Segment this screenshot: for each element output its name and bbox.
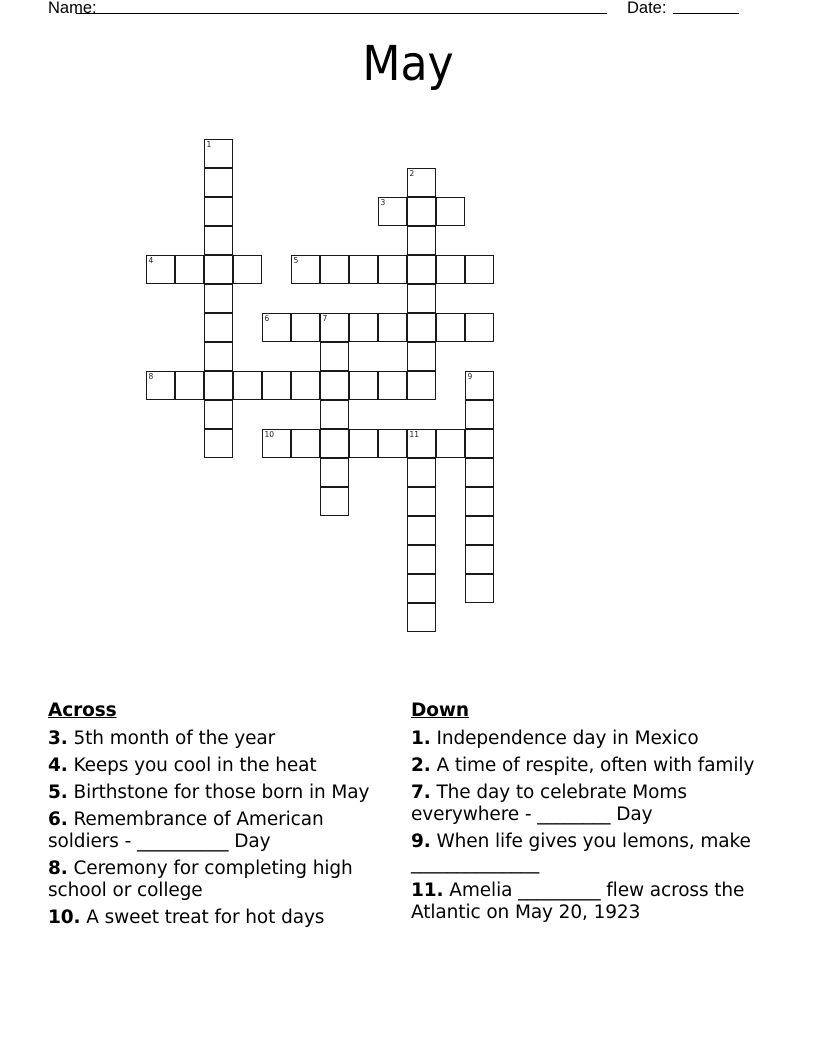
grid-cell[interactable] [320,313,349,342]
grid-cell[interactable] [349,429,378,458]
grid-cell[interactable] [465,313,494,342]
clue-across-10 [48,907,378,929]
grid-cell[interactable] [407,342,436,371]
clue-across-8 [48,858,378,902]
grid-cell[interactable] [407,255,436,284]
grid-cell[interactable] [320,400,349,429]
grid-cell[interactable] [204,313,233,342]
grid-cell[interactable] [204,429,233,458]
grid-cell[interactable] [204,168,233,197]
grid-cell[interactable] [465,487,494,516]
grid-cell[interactable] [378,255,407,284]
grid-cell[interactable] [407,516,436,545]
clue-down-1 [411,728,771,750]
down-clues [411,700,771,929]
clue-number: 3. [48,728,68,749]
clue-number: 4. [48,755,68,776]
clue-number: 8. [48,858,68,879]
cell-number: 4 [148,256,154,265]
grid-cell[interactable] [407,284,436,313]
cell-number: 2 [409,169,415,178]
grid-cell[interactable] [175,255,204,284]
clue-number: 5. [48,782,68,803]
grid-cell[interactable] [291,255,320,284]
grid-cell[interactable] [291,371,320,400]
grid-cell[interactable] [320,255,349,284]
clue-text: Keeps you cool in the heat [73,755,317,776]
clue-down-7 [411,782,771,826]
grid-cell[interactable] [407,458,436,487]
grid-cell[interactable] [378,313,407,342]
grid-cell[interactable] [349,313,378,342]
grid-cell[interactable] [204,284,233,313]
grid-cell[interactable] [378,371,407,400]
across-heading: Across [48,700,117,721]
clue-number: 1. [411,728,431,749]
grid-cell[interactable] [320,458,349,487]
clue-number: 2. [411,755,431,776]
grid-cell[interactable] [204,342,233,371]
down-heading: Down [411,700,469,721]
clue-number: 11. [411,880,444,901]
grid-cell[interactable] [320,487,349,516]
clue-number: 6. [48,809,68,830]
clue-text: Independence day in Mexico [436,728,699,749]
clue-number: 9. [411,831,431,852]
grid-cell[interactable] [175,371,204,400]
grid-cell[interactable] [407,371,436,400]
grid-cell[interactable] [436,313,465,342]
grid-cell[interactable] [204,255,233,284]
grid-cell[interactable] [320,342,349,371]
clue-down-2 [411,755,771,777]
clue-text: Birthstone for those born in May [73,782,370,803]
grid-cell[interactable] [320,429,349,458]
grid-cell[interactable] [146,371,175,400]
grid-cell[interactable] [233,255,262,284]
grid-cell[interactable] [465,429,494,458]
grid-cell[interactable] [465,371,494,400]
cell-number: 9 [467,372,473,381]
clue-across-3 [48,728,378,750]
grid-cell[interactable] [204,400,233,429]
clue-down-11 [411,880,771,924]
clue-number: 7. [411,782,431,803]
grid-cell[interactable] [378,197,407,226]
grid-cell[interactable] [349,371,378,400]
cell-number: 3 [380,198,386,207]
clue-down-9 [411,831,771,875]
grid-cell[interactable] [262,313,291,342]
grid-cell[interactable] [407,197,436,226]
grid-cell[interactable] [465,255,494,284]
grid-cell[interactable] [262,429,291,458]
grid-cell[interactable] [204,371,233,400]
grid-cell[interactable] [407,313,436,342]
grid-cell[interactable] [320,371,349,400]
cell-number: 7 [322,314,328,323]
grid-cell[interactable] [262,371,291,400]
clue-text: When life gives you lemons, make ______________ [411,831,751,874]
grid-cell[interactable] [465,574,494,603]
grid-cell[interactable] [204,197,233,226]
grid-cell[interactable] [378,429,407,458]
clue-text: Ceremony for completing high school or college [48,858,353,901]
clue-across-5 [48,782,378,804]
page-title: May [362,36,454,92]
grid-cell[interactable] [436,197,465,226]
cell-number: 10 [264,430,275,439]
cell-number: 6 [264,314,270,323]
grid-cell[interactable] [349,255,378,284]
clue-text: A sweet treat for hot days [86,907,325,928]
clue-text: The day to celebrate Moms everywhere - ________ Day [411,782,687,825]
clue-across-6 [48,809,378,853]
grid-cell[interactable] [407,226,436,255]
grid-cell[interactable] [291,313,320,342]
grid-cell[interactable] [465,545,494,574]
grid-cell[interactable] [204,226,233,255]
clue-text: Remembrance of American soldiers - __________ Day [48,809,324,852]
across-clues [48,700,378,934]
clue-number: 10. [48,907,81,928]
grid-cell[interactable] [407,429,436,458]
grid-cell[interactable] [407,168,436,197]
grid-cell[interactable] [465,516,494,545]
grid-cell[interactable] [204,139,233,168]
name-label: Name: [48,0,97,17]
clue-text: Amelia _________ flew across the Atlantic on May 20, 1923 [411,880,745,923]
cell-number: 8 [148,372,154,381]
grid-cell[interactable] [465,400,494,429]
cell-number: 1 [206,140,212,149]
cell-number: 5 [293,256,299,265]
cell-number: 11 [409,430,420,439]
clue-text: 5th month of the year [73,728,276,749]
grid-cell[interactable] [436,429,465,458]
clue-text: A time of respite, often with family [436,755,755,776]
date-label: Date: [627,0,667,17]
grid-cell[interactable] [146,255,175,284]
grid-cell[interactable] [233,371,262,400]
grid-cell[interactable] [407,545,436,574]
grid-cell[interactable] [407,603,436,632]
clue-across-4 [48,755,378,777]
grid-cell[interactable] [291,429,320,458]
grid-cell[interactable] [407,574,436,603]
grid-cell[interactable] [407,487,436,516]
grid-cell[interactable] [436,255,465,284]
grid-cell[interactable] [465,458,494,487]
